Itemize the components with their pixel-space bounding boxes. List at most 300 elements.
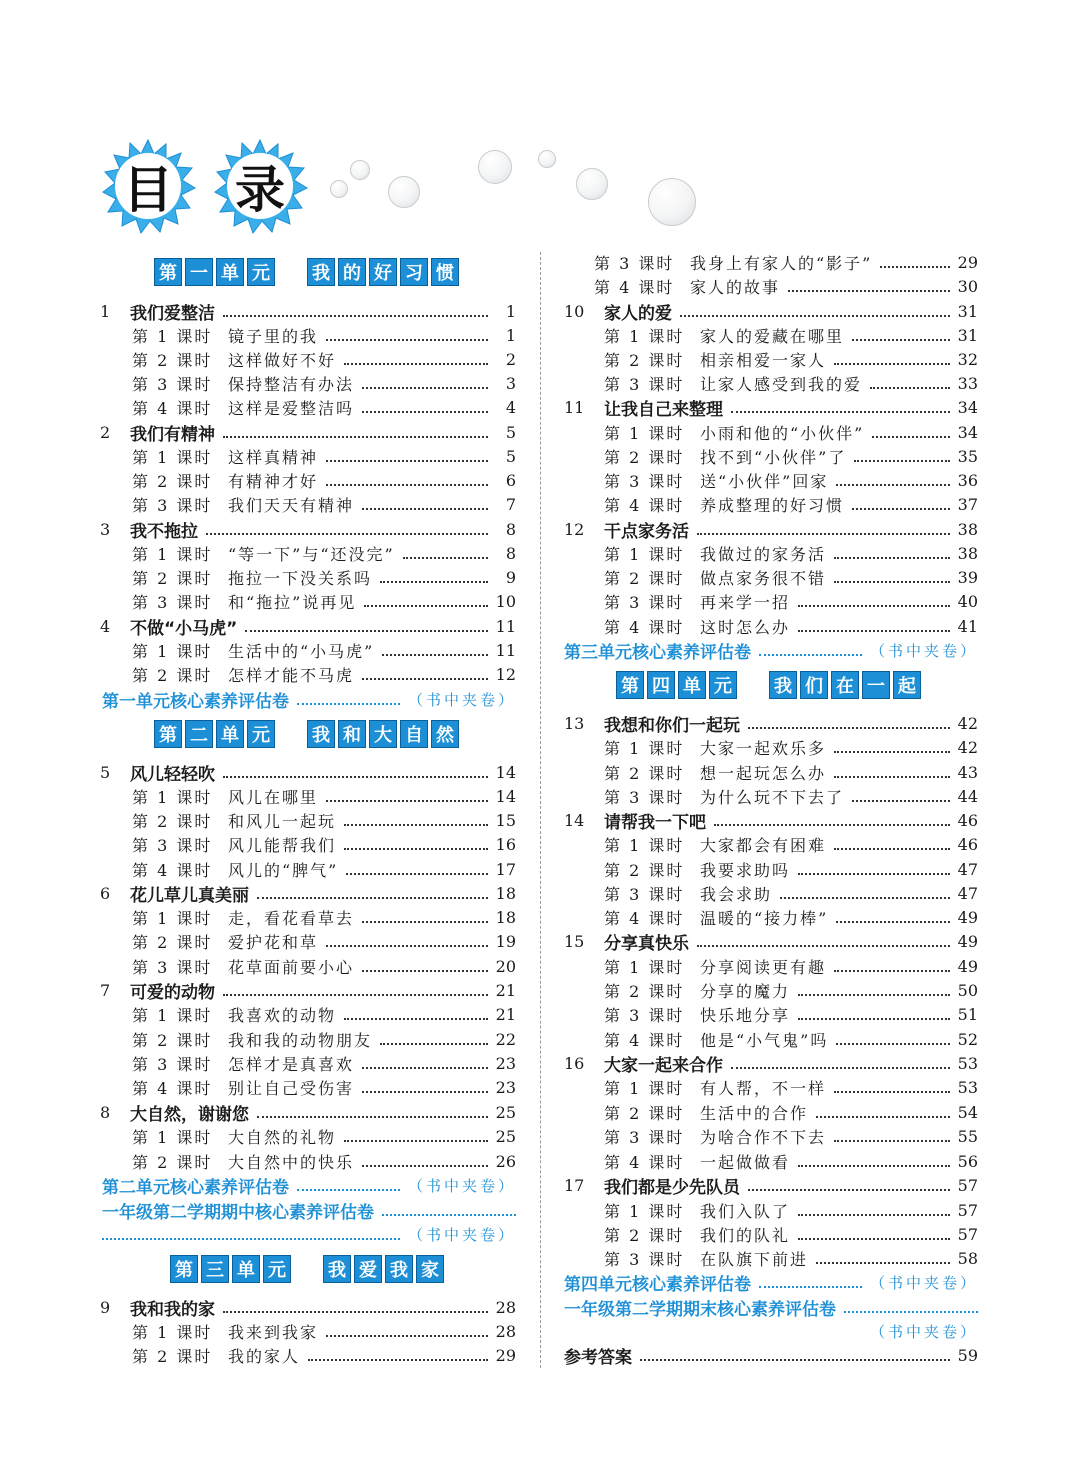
chapter-row[interactable]: [564, 808, 978, 832]
lesson-number: 第 2 课时: [132, 932, 213, 952]
lesson-row[interactable]: [604, 468, 978, 492]
chapter-row[interactable]: [564, 395, 978, 419]
lesson-row[interactable]: [132, 565, 516, 589]
page-number: 58: [957, 1248, 978, 1268]
lesson-label: [604, 615, 790, 638]
lesson-title: 爱护花和草: [228, 932, 319, 952]
page-number: 5: [505, 422, 516, 442]
lesson-label: [132, 445, 318, 468]
column-divider: [540, 252, 541, 1368]
lesson-row[interactable]: [604, 371, 978, 395]
lesson-row[interactable]: [604, 1027, 978, 1051]
unit-banner-char: 家: [416, 1255, 444, 1283]
unit-banner-char: 第: [154, 258, 182, 286]
leader-dots: [223, 305, 488, 317]
lesson-row[interactable]: [604, 1124, 978, 1148]
chapter-number: 3: [100, 519, 111, 539]
lesson-label: [132, 1150, 354, 1173]
page-number: 26: [495, 1151, 516, 1171]
lesson-row[interactable]: [604, 492, 978, 516]
lesson-row[interactable]: [132, 371, 516, 395]
lesson-label: [132, 469, 318, 492]
leader-dots: [834, 571, 950, 583]
lesson-row[interactable]: [604, 1100, 978, 1124]
page-number: 23: [495, 1077, 516, 1097]
entry-title: 干点家务活: [604, 521, 689, 542]
insert-note: （书中夹卷）: [407, 690, 516, 709]
lesson-number: 第 3 课时: [604, 884, 685, 904]
insert-note: （书中夹卷）: [869, 641, 978, 660]
leader-dots: [798, 984, 950, 996]
entry-title: 我们有精神: [130, 424, 215, 445]
page-number: 19: [495, 931, 516, 951]
leader-dots: [223, 984, 488, 996]
lesson-row[interactable]: [132, 857, 516, 881]
page-number: 3: [505, 373, 516, 393]
lesson-row[interactable]: [604, 1149, 978, 1173]
lesson-row[interactable]: [132, 1051, 516, 1075]
lesson-row[interactable]: [132, 589, 516, 613]
leader-dots: [640, 1349, 950, 1361]
lesson-label: [132, 785, 318, 808]
lesson-title: 怎样才是真喜欢: [228, 1054, 355, 1074]
unit-banner-char: 和: [338, 720, 366, 748]
lesson-label: [604, 833, 826, 856]
midterm-assessment-row-cont[interactable]: [102, 1222, 516, 1246]
final-assessment-row[interactable]: [564, 1295, 978, 1319]
lesson-row[interactable]: [604, 347, 978, 371]
lesson-title: 风儿的“脾气”: [228, 860, 339, 880]
lesson-label: [132, 1003, 336, 1026]
unit-banner-char: 惯: [431, 258, 459, 286]
entry-title: 请帮我一下吧: [604, 812, 706, 833]
lesson-label: [604, 1101, 808, 1124]
lesson-row[interactable]: [132, 347, 516, 371]
page-number: 36: [957, 470, 978, 490]
page-number: 14: [495, 786, 516, 806]
page-number: 46: [957, 810, 978, 830]
lesson-title: 为什么玩不下去了: [700, 787, 845, 807]
unit-banner-char: 我: [307, 720, 335, 748]
leader-dots: [344, 1130, 488, 1142]
lesson-number: 第 3 课时: [132, 495, 213, 515]
lesson-number: 第 1 课时: [132, 1322, 213, 1342]
chapter-number: 5: [100, 762, 111, 782]
chapter-row[interactable]: [100, 978, 516, 1002]
lesson-title: 我们的队礼: [700, 1225, 791, 1245]
page-number: 42: [957, 713, 978, 733]
insert-note: （书中夹卷）: [407, 1225, 516, 1244]
unit-banner-char: 我: [323, 1255, 351, 1283]
page-number: 35: [957, 446, 978, 466]
chapter-row[interactable]: [564, 1051, 978, 1075]
bubble-decoration: [478, 150, 512, 184]
leader-dots: [326, 935, 488, 947]
leader-dots: [780, 887, 950, 899]
lesson-label: [604, 421, 864, 444]
lesson-number: 第 2 课时: [132, 1030, 213, 1050]
unit-banner-char: 然: [431, 720, 459, 748]
lesson-title: 别让自己受伤害: [228, 1078, 355, 1098]
lesson-row[interactable]: [132, 1319, 516, 1343]
lesson-label: [604, 1223, 790, 1246]
page-number: 10: [495, 591, 516, 611]
lesson-row[interactable]: [132, 1075, 516, 1099]
lesson-title: 有人帮，不一样: [700, 1078, 827, 1098]
unit-banner-char: 我: [307, 258, 335, 286]
unit-banner-char: 习: [400, 258, 428, 286]
chapter-row[interactable]: [564, 299, 978, 323]
leader-dots: [759, 644, 862, 656]
unit-banner-char: 二: [185, 720, 213, 748]
assessment-row[interactable]: [102, 1173, 516, 1197]
unit-banner-char: 第: [170, 1255, 198, 1283]
lesson-title: 风儿在哪里: [228, 787, 319, 807]
lesson-title: 花草面前要小心: [228, 957, 355, 977]
lesson-label: [132, 1028, 372, 1051]
lesson-row[interactable]: [604, 1246, 978, 1270]
lesson-number: 第 4 课时: [604, 1030, 685, 1050]
leader-dots: [362, 911, 488, 923]
lesson-number: 第 1 课时: [604, 1201, 685, 1221]
lesson-title: 拖拉一下没关系吗: [228, 568, 373, 588]
bubble-decoration: [576, 168, 608, 200]
lesson-row[interactable]: [604, 565, 978, 589]
chapter-row[interactable]: [100, 614, 516, 638]
leader-dots: [844, 1301, 978, 1313]
lesson-label: [132, 955, 354, 978]
lesson-row[interactable]: [132, 832, 516, 856]
lesson-label: [604, 445, 846, 468]
lesson-label: [132, 663, 354, 686]
leader-dots: [326, 790, 488, 802]
lesson-label: [604, 1199, 790, 1222]
lesson-number: 第 1 课时: [604, 544, 685, 564]
unit-banner-char: 爱: [354, 1255, 382, 1283]
lesson-label: [594, 275, 780, 298]
entry-title: 我和我的家: [130, 1299, 215, 1320]
lesson-label: [604, 1150, 790, 1173]
chapter-row[interactable]: [100, 420, 516, 444]
leader-dots: [798, 1228, 950, 1240]
chapter-number: 17: [564, 1175, 585, 1195]
lesson-row[interactable]: [132, 662, 516, 686]
page-number: 12: [495, 664, 516, 684]
lesson-label: [132, 1344, 300, 1367]
lesson-row[interactable]: [604, 323, 978, 347]
lesson-title: 怎样才能不马虎: [228, 665, 355, 685]
chapter-row[interactable]: [100, 1295, 516, 1319]
entry-title: 大自然，谢谢您: [130, 1104, 249, 1125]
chapter-number: 2: [100, 422, 111, 442]
lesson-title: 温暖的“接力棒”: [700, 908, 829, 928]
lesson-row[interactable]: [604, 857, 978, 881]
leader-dots: [834, 960, 950, 972]
unit-banner-char: 起: [893, 671, 921, 699]
lesson-row[interactable]: [604, 978, 978, 1002]
assessment-row[interactable]: [564, 1270, 978, 1294]
page-number: 14: [495, 762, 516, 782]
lesson-title: 我做过的家务活: [700, 544, 827, 564]
lesson-number: 第 3 课时: [604, 1005, 685, 1025]
leader-dots: [380, 1033, 488, 1045]
leader-dots: [257, 887, 488, 899]
lesson-row[interactable]: [594, 274, 978, 298]
lesson-title: 他是“小气鬼”吗: [700, 1030, 829, 1050]
unit-banner-char: 第: [154, 720, 182, 748]
lesson-row[interactable]: [132, 808, 516, 832]
lesson-title: 找不到“小伙伴”了: [700, 447, 847, 467]
lesson-title: 我来到我家: [228, 1322, 319, 1342]
lesson-label: [604, 761, 826, 784]
leader-dots: [308, 1349, 488, 1361]
lesson-row[interactable]: [604, 444, 978, 468]
lesson-row[interactable]: [132, 954, 516, 978]
lesson-title: 这样做好不好: [228, 350, 337, 370]
lesson-number: 第 1 课时: [604, 1078, 685, 1098]
bubble-decoration: [388, 176, 420, 208]
chapter-row[interactable]: [100, 517, 516, 541]
entry-title: 第四单元核心素养评估卷: [564, 1274, 751, 1295]
midterm-assessment-row[interactable]: [102, 1198, 516, 1222]
lesson-label: [132, 906, 354, 929]
page-number: 7: [505, 494, 516, 514]
chapter-number: 11: [564, 397, 585, 417]
lesson-number: 第 2 课时: [604, 1103, 685, 1123]
leader-dots: [326, 450, 488, 462]
lesson-label: [604, 736, 826, 759]
page-number: 38: [957, 543, 978, 563]
lesson-row[interactable]: [132, 1027, 516, 1051]
unit-banner-char: 元: [247, 720, 275, 748]
lesson-title: 走，看花看草去: [228, 908, 355, 928]
lesson-label: [604, 324, 844, 347]
lesson-row[interactable]: [132, 929, 516, 953]
lesson-row[interactable]: [604, 881, 978, 905]
lesson-number: 第 3 课时: [604, 1249, 685, 1269]
lesson-row[interactable]: [604, 832, 978, 856]
page-number: 28: [495, 1297, 516, 1317]
lesson-row[interactable]: [132, 638, 516, 662]
unit-banner-1: [154, 258, 459, 288]
lesson-row[interactable]: [604, 735, 978, 759]
leader-dots: [759, 1276, 862, 1288]
lesson-label: [604, 1028, 828, 1051]
leader-dots: [680, 305, 950, 317]
chapter-row[interactable]: [100, 299, 516, 323]
page-number: 50: [957, 980, 978, 1000]
lesson-number: 第 2 课时: [604, 763, 685, 783]
lesson-row[interactable]: [604, 954, 978, 978]
lesson-row[interactable]: [132, 323, 516, 347]
lesson-title: 大自然中的快乐: [228, 1152, 355, 1172]
lesson-title: 我的家人: [228, 1346, 301, 1366]
lesson-row[interactable]: [132, 905, 516, 929]
leader-dots: [362, 1081, 488, 1093]
unit-banner-char: 元: [263, 1255, 291, 1283]
unit-banner-char: 大: [369, 720, 397, 748]
lesson-label: [604, 979, 790, 1002]
lesson-label: [604, 348, 826, 371]
lesson-title: 这样真精神: [228, 447, 319, 467]
lesson-row[interactable]: [132, 541, 516, 565]
assessment-row[interactable]: [564, 638, 978, 662]
lesson-row[interactable]: [604, 420, 978, 444]
lesson-number: 第 2 课时: [132, 471, 213, 491]
lesson-title: 在队旗下前进: [700, 1249, 809, 1269]
lesson-row[interactable]: [604, 1198, 978, 1222]
page-number: 29: [495, 1345, 516, 1365]
chapter-row[interactable]: [564, 711, 978, 735]
leader-dots: [852, 329, 950, 341]
leader-dots: [854, 450, 949, 462]
entry-title: 我想和你们一起玩: [604, 715, 740, 736]
lesson-label: [132, 639, 374, 662]
bubble-decoration: [350, 160, 370, 180]
chapter-number: 15: [564, 931, 585, 951]
page-number: 21: [495, 1004, 516, 1024]
leader-dots: [362, 960, 488, 972]
lesson-title: 大家都会有困难: [700, 835, 827, 855]
chapter-row[interactable]: [564, 1173, 978, 1197]
page-number: 52: [957, 1029, 978, 1049]
lesson-number: 第 2 课时: [132, 665, 213, 685]
leader-dots: [834, 741, 950, 753]
lesson-label: [132, 372, 354, 395]
lesson-row[interactable]: [604, 784, 978, 808]
leader-dots: [880, 256, 949, 268]
lesson-label: [132, 833, 336, 856]
unit-banner-char: 在: [831, 671, 859, 699]
page-number: 37: [957, 494, 978, 514]
page-number: 33: [957, 373, 978, 393]
lesson-row[interactable]: [604, 1222, 978, 1246]
page-number: 43: [957, 762, 978, 782]
chapter-number: 4: [100, 616, 111, 636]
page-number: 49: [957, 931, 978, 951]
page-number: 16: [495, 834, 516, 854]
leader-dots: [346, 863, 487, 875]
assessment-row[interactable]: [102, 687, 516, 711]
lesson-row[interactable]: [132, 784, 516, 808]
chapter-row[interactable]: [100, 1100, 516, 1124]
lesson-number: 第 2 课时: [132, 811, 213, 831]
chapter-number: 10: [564, 301, 585, 321]
lesson-label: [132, 542, 395, 565]
lesson-row[interactable]: [604, 589, 978, 613]
page-number: 31: [957, 325, 978, 345]
lesson-title: 我要求助吗: [700, 860, 791, 880]
unit-banner-char: 一: [862, 671, 890, 699]
lesson-row[interactable]: [604, 1075, 978, 1099]
chapter-row[interactable]: [100, 881, 516, 905]
lesson-number: 第 4 课时: [604, 1152, 685, 1172]
unit-banner-3: [170, 1255, 444, 1285]
lesson-number: 第 1 课时: [132, 1005, 213, 1025]
lesson-label: [604, 1125, 826, 1148]
page-number: 23: [495, 1053, 516, 1073]
leader-dots: [834, 547, 950, 559]
lesson-row[interactable]: [132, 1343, 516, 1367]
lesson-row[interactable]: [132, 492, 516, 516]
chapter-row[interactable]: [564, 517, 978, 541]
lesson-row[interactable]: [604, 541, 978, 565]
lesson-row[interactable]: [132, 444, 516, 468]
lesson-row[interactable]: [604, 614, 978, 638]
lesson-number: 第 3 课时: [132, 592, 213, 612]
chapter-number: 7: [100, 980, 111, 1000]
lesson-row[interactable]: [132, 468, 516, 492]
lesson-label: [132, 396, 354, 419]
leader-dots: [852, 790, 950, 802]
lesson-row[interactable]: [604, 905, 978, 929]
lesson-title: 保持整洁有办法: [228, 374, 355, 394]
page-number: 15: [495, 810, 516, 830]
lesson-label: [604, 882, 772, 905]
lesson-number: 第 1 课时: [604, 423, 685, 443]
lesson-number: 第 1 课时: [604, 738, 685, 758]
lesson-row[interactable]: [604, 1002, 978, 1026]
lesson-row[interactable]: [594, 250, 978, 274]
leader-dots: [798, 1008, 950, 1020]
lesson-title: 一起做做看: [700, 1152, 791, 1172]
lesson-number: 第 1 课时: [132, 544, 213, 564]
unit-banner-char: 三: [201, 1255, 229, 1283]
lesson-title: 镜子里的我: [228, 326, 319, 346]
entry-title: 家人的爱: [604, 303, 672, 324]
lesson-label: [604, 785, 844, 808]
lesson-number: 第 2 课时: [132, 1346, 213, 1366]
lesson-label: [132, 1076, 354, 1099]
leader-dots: [362, 668, 488, 680]
lesson-row[interactable]: [132, 1124, 516, 1148]
lesson-title: 我和我的动物朋友: [228, 1030, 373, 1050]
chapter-row[interactable]: [100, 760, 516, 784]
lesson-title: “等一下”与“还没完”: [228, 544, 395, 564]
unit-banner-char: 四: [647, 671, 675, 699]
page-number: 6: [505, 470, 516, 490]
lesson-label: [604, 1247, 808, 1270]
lesson-number: 第 3 课时: [604, 787, 685, 807]
leader-dots: [798, 863, 950, 875]
unit-banner-char: 一: [185, 258, 213, 286]
lesson-row[interactable]: [604, 760, 978, 784]
leader-dots: [834, 766, 950, 778]
chapter-row[interactable]: [564, 929, 978, 953]
page-number: 17: [495, 859, 516, 879]
answers-row[interactable]: [564, 1343, 978, 1367]
lesson-label: [604, 493, 844, 516]
lesson-number: 第 4 课时: [132, 398, 213, 418]
leader-dots: [362, 1057, 488, 1069]
page-number: 22: [495, 1029, 516, 1049]
lesson-row[interactable]: [132, 395, 516, 419]
page-number: 25: [495, 1126, 516, 1146]
leader-dots: [382, 644, 487, 656]
lesson-title: 分享的魔力: [700, 981, 791, 1001]
lesson-label: [604, 372, 862, 395]
lesson-title: 家人的故事: [690, 277, 781, 297]
final-assessment-row-cont[interactable]: [564, 1319, 978, 1343]
unit-banner-char: 元: [247, 258, 275, 286]
page-number: 31: [957, 301, 978, 321]
lesson-row[interactable]: [132, 1149, 516, 1173]
leader-dots: [834, 838, 950, 850]
leader-dots: [748, 717, 950, 729]
lesson-number: 第 3 课时: [132, 835, 213, 855]
leader-dots: [362, 1155, 488, 1167]
lesson-row[interactable]: [132, 1002, 516, 1026]
